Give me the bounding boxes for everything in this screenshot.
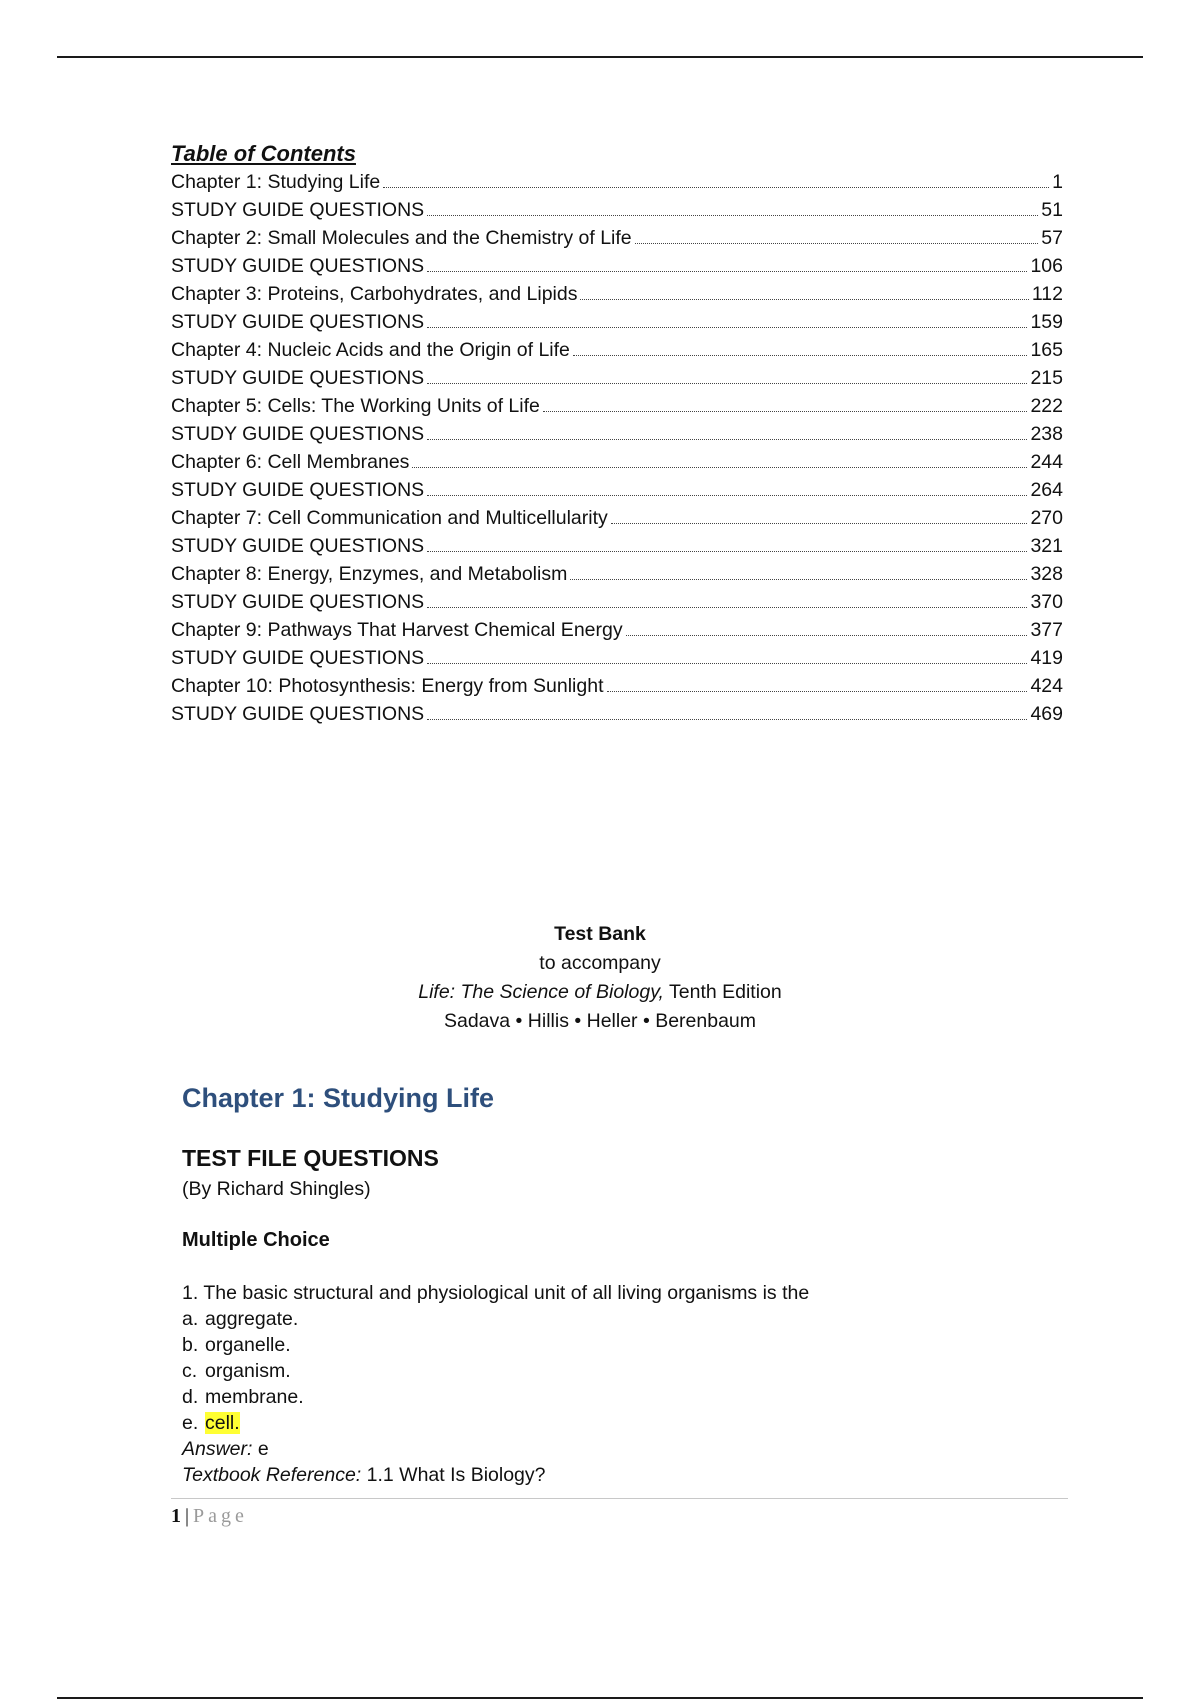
toc-entry-page: 270	[1030, 507, 1063, 529]
toc-entry[interactable]	[171, 250, 1063, 278]
toc-entry-page: 469	[1030, 703, 1063, 725]
toc-entry[interactable]	[171, 166, 1063, 194]
toc-leader-dots	[383, 187, 1049, 188]
toc-entry-page: 321	[1030, 535, 1063, 557]
toc-entry-label: STUDY GUIDE QUESTIONS	[171, 367, 425, 389]
toc-leader-dots	[427, 271, 1027, 272]
question-stem: 1. The basic structural and physiological unit of all living organisms is the	[182, 1282, 810, 1304]
book-title: Life: The Science of Biology,	[418, 981, 664, 1003]
toc-entry[interactable]	[171, 530, 1063, 558]
toc-entry-label: Chapter 8: Energy, Enzymes, and Metabolism	[171, 563, 568, 585]
toc-entry-page: 159	[1030, 311, 1063, 333]
option-text: organelle.	[205, 1334, 291, 1356]
toc-entry-label: Chapter 1: Studying Life	[171, 171, 381, 193]
toc-entry-page: 370	[1030, 591, 1063, 613]
toc-entry[interactable]	[171, 614, 1063, 642]
toc-leader-dots	[570, 579, 1027, 580]
toc-entry[interactable]	[171, 418, 1063, 446]
toc-leader-dots	[427, 495, 1027, 496]
toc-entry[interactable]	[171, 446, 1063, 474]
toc-entry[interactable]	[171, 222, 1063, 250]
answer-label: Answer:	[182, 1438, 253, 1460]
bottom-rule	[57, 1697, 1143, 1699]
answer-option	[182, 1306, 809, 1332]
toc-entry[interactable]	[171, 334, 1063, 362]
book-authors: Sadava • Hillis • Heller • Berenbaum	[443, 1010, 757, 1032]
option-text: aggregate.	[205, 1308, 299, 1330]
top-rule	[57, 56, 1143, 58]
toc-entry-page: 419	[1030, 647, 1063, 669]
toc-entry-page: 377	[1030, 619, 1063, 641]
toc-entry-label: Chapter 5: Cells: The Working Units of Life	[171, 395, 540, 417]
toc-entry[interactable]	[171, 306, 1063, 334]
footer-page-number: 1	[171, 1505, 181, 1527]
toc-entry[interactable]	[171, 698, 1063, 726]
toc-leader-dots	[427, 719, 1027, 720]
toc-entry[interactable]	[171, 586, 1063, 614]
footer-rule	[171, 1498, 1068, 1499]
toc-leader-dots	[427, 439, 1027, 440]
toc-entry-page: 244	[1030, 451, 1063, 473]
option-letter: d.	[182, 1386, 199, 1408]
reference-value: 1.1 What Is Biology?	[361, 1464, 546, 1486]
question-block	[182, 1280, 809, 1488]
toc-entry-label: STUDY GUIDE QUESTIONS	[171, 479, 425, 501]
test-bank-title-block	[0, 920, 1200, 1036]
toc-entry-page: 264	[1030, 479, 1063, 501]
toc-leader-dots	[607, 691, 1028, 692]
toc-leader-dots	[427, 327, 1027, 328]
toc-entry-label: STUDY GUIDE QUESTIONS	[171, 535, 425, 557]
toc-entry-label: STUDY GUIDE QUESTIONS	[171, 647, 425, 669]
toc-leader-dots	[580, 299, 1028, 300]
answer-value: e	[252, 1438, 269, 1460]
toc-leader-dots	[611, 523, 1028, 524]
toc-entry-page: 328	[1030, 563, 1063, 585]
toc-entry[interactable]	[171, 390, 1063, 418]
toc-entry-label: STUDY GUIDE QUESTIONS	[171, 703, 425, 725]
table-of-contents	[171, 166, 1063, 726]
toc-entry-page: 1	[1052, 171, 1063, 193]
toc-entry-label: STUDY GUIDE QUESTIONS	[171, 255, 425, 277]
option-letter: c.	[182, 1360, 198, 1382]
reference-label: Textbook Reference:	[182, 1464, 362, 1486]
footer-separator: |	[185, 1505, 190, 1527]
toc-entry-page: 165	[1030, 339, 1063, 361]
toc-entry[interactable]	[171, 278, 1063, 306]
toc-entry[interactable]	[171, 670, 1063, 698]
chapter-heading: Chapter 1: Studying Life	[182, 1083, 495, 1113]
option-text: membrane.	[205, 1386, 304, 1408]
answer-option	[182, 1384, 809, 1410]
question-author: (By Richard Shingles)	[182, 1178, 371, 1200]
answer-option	[182, 1358, 809, 1384]
option-text: organism.	[205, 1360, 291, 1382]
toc-title: Table of Contents	[171, 141, 356, 166]
toc-entry-label: Chapter 10: Photosynthesis: Energy from Sunlight	[171, 675, 604, 697]
toc-entry-page: 57	[1041, 227, 1063, 249]
toc-entry-label: Chapter 3: Proteins, Carbohydrates, and Lipids	[171, 283, 578, 305]
toc-entry-label: STUDY GUIDE QUESTIONS	[171, 199, 425, 221]
toc-entry[interactable]	[171, 502, 1063, 530]
toc-entry-label: Chapter 9: Pathways That Harvest Chemical Energy	[171, 619, 623, 641]
toc-entry-label: Chapter 7: Cell Communication and Multicellularity	[171, 507, 608, 529]
page-footer	[171, 1503, 248, 1529]
toc-entry-page: 424	[1030, 675, 1063, 697]
toc-entry-page: 51	[1041, 199, 1063, 221]
test-bank-subtitle: to accompany	[539, 952, 661, 974]
answer-option	[182, 1332, 809, 1358]
toc-leader-dots	[412, 467, 1027, 468]
test-bank-title: Test Bank	[554, 923, 646, 945]
section-heading: TEST FILE QUESTIONS	[182, 1145, 439, 1171]
option-letter: b.	[182, 1334, 199, 1356]
answer-option-correct	[182, 1410, 809, 1436]
toc-entry-page: 222	[1030, 395, 1063, 417]
toc-entry-label: Chapter 2: Small Molecules and the Chemistry of Life	[171, 227, 632, 249]
reference-line	[182, 1462, 809, 1488]
toc-entry[interactable]	[171, 558, 1063, 586]
toc-entry-label: STUDY GUIDE QUESTIONS	[171, 423, 425, 445]
toc-leader-dots	[427, 663, 1027, 664]
toc-entry[interactable]	[171, 362, 1063, 390]
toc-entry-page: 215	[1030, 367, 1063, 389]
toc-leader-dots	[543, 411, 1028, 412]
book-line	[0, 978, 1200, 1007]
toc-entry-page: 106	[1030, 255, 1063, 277]
book-edition: Tenth Edition	[663, 981, 782, 1003]
toc-entry-label: Chapter 6: Cell Membranes	[171, 451, 410, 473]
toc-leader-dots	[427, 383, 1027, 384]
toc-leader-dots	[626, 635, 1028, 636]
toc-entry-page: 112	[1031, 283, 1063, 305]
toc-entry-page: 238	[1030, 423, 1063, 445]
toc-entry[interactable]	[171, 194, 1063, 222]
option-letter: a.	[182, 1308, 199, 1330]
toc-leader-dots	[427, 215, 1038, 216]
question-type-heading: Multiple Choice	[182, 1229, 330, 1251]
option-letter: e.	[182, 1412, 199, 1434]
toc-entry[interactable]	[171, 474, 1063, 502]
footer-page-word: Page	[193, 1505, 248, 1527]
toc-leader-dots	[427, 551, 1027, 552]
toc-leader-dots	[573, 355, 1028, 356]
answer-line	[182, 1436, 809, 1462]
toc-entry-label: Chapter 4: Nucleic Acids and the Origin of Life	[171, 339, 570, 361]
toc-leader-dots	[427, 607, 1027, 608]
toc-entry-label: STUDY GUIDE QUESTIONS	[171, 311, 425, 333]
toc-entry-label: STUDY GUIDE QUESTIONS	[171, 591, 425, 613]
toc-leader-dots	[635, 243, 1039, 244]
toc-entry[interactable]	[171, 642, 1063, 670]
highlighted-option-text: cell.	[205, 1412, 240, 1434]
